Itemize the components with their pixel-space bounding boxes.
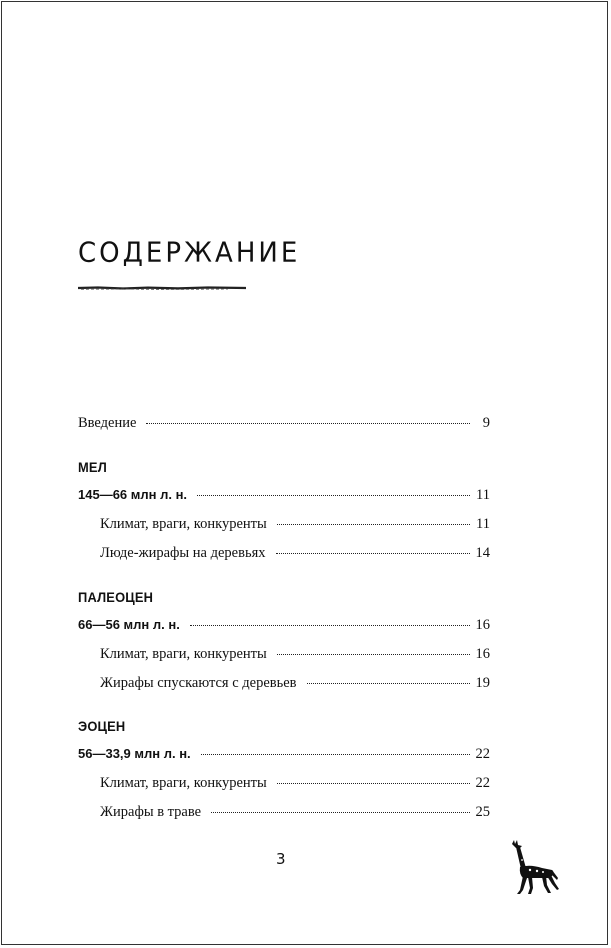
- giraffe-icon: [508, 838, 560, 896]
- dot-leader: [277, 782, 470, 784]
- toc-period-label: 66—56 млн л. н.: [78, 617, 180, 632]
- toc-entry-page: 16: [475, 646, 490, 662]
- dot-leader: [146, 422, 470, 424]
- toc-entry-intro[interactable]: [78, 414, 490, 432]
- toc-entry-page: 9: [482, 415, 490, 431]
- toc-entry-period[interactable]: [78, 486, 490, 504]
- page-title: СОДЕРЖАНИЕ: [78, 237, 301, 269]
- dot-leader: [201, 753, 470, 755]
- toc-entry-page: 11: [476, 487, 490, 503]
- dot-leader: [190, 624, 470, 626]
- toc-entry-page: 14: [475, 545, 490, 561]
- toc-entry[interactable]: [100, 674, 490, 692]
- toc-entry-label: Жирафы в траве: [100, 804, 202, 820]
- page-number: 3: [276, 850, 286, 868]
- toc-entry-page: 25: [475, 804, 490, 820]
- dot-leader: [307, 682, 470, 684]
- toc-entry-page: 19: [475, 675, 490, 691]
- toc-entry-page: 22: [475, 775, 490, 791]
- toc-entry-label: Климат, враги, конкуренты: [100, 516, 267, 532]
- section-heading: МЕЛ: [78, 459, 107, 475]
- toc-entry[interactable]: [100, 803, 490, 821]
- toc-entry-label: Климат, враги, конкуренты: [100, 646, 267, 662]
- toc-entry-period[interactable]: [78, 745, 490, 763]
- toc-period-label: 56—33,9 млн л. н.: [78, 746, 191, 761]
- title-underline: [78, 285, 246, 291]
- toc-entry-period[interactable]: [78, 616, 490, 634]
- toc-entry[interactable]: [100, 774, 490, 792]
- dot-leader: [197, 494, 470, 496]
- toc-entry[interactable]: [100, 645, 490, 663]
- toc-entry[interactable]: [100, 515, 490, 533]
- toc-entry-page: 11: [476, 516, 490, 532]
- toc-entry[interactable]: [100, 544, 490, 562]
- toc-entry-label: Введение: [78, 415, 137, 431]
- toc-entry-label: Люде-жирафы на деревьях: [100, 545, 266, 561]
- section-heading: ЭОЦЕН: [78, 718, 126, 734]
- section-heading: ПАЛЕОЦЕН: [78, 589, 154, 605]
- dot-leader: [211, 811, 469, 813]
- toc-entry-page: 22: [475, 746, 490, 762]
- dot-leader: [276, 552, 470, 554]
- toc-entry-label: Жирафы спускаются с деревьев: [100, 675, 297, 691]
- toc-entry-page: 16: [475, 617, 490, 633]
- toc-period-label: 145—66 млн л. н.: [78, 487, 188, 502]
- dot-leader: [277, 523, 470, 525]
- toc-entry-label: Климат, враги, конкуренты: [100, 775, 267, 791]
- dot-leader: [277, 653, 470, 655]
